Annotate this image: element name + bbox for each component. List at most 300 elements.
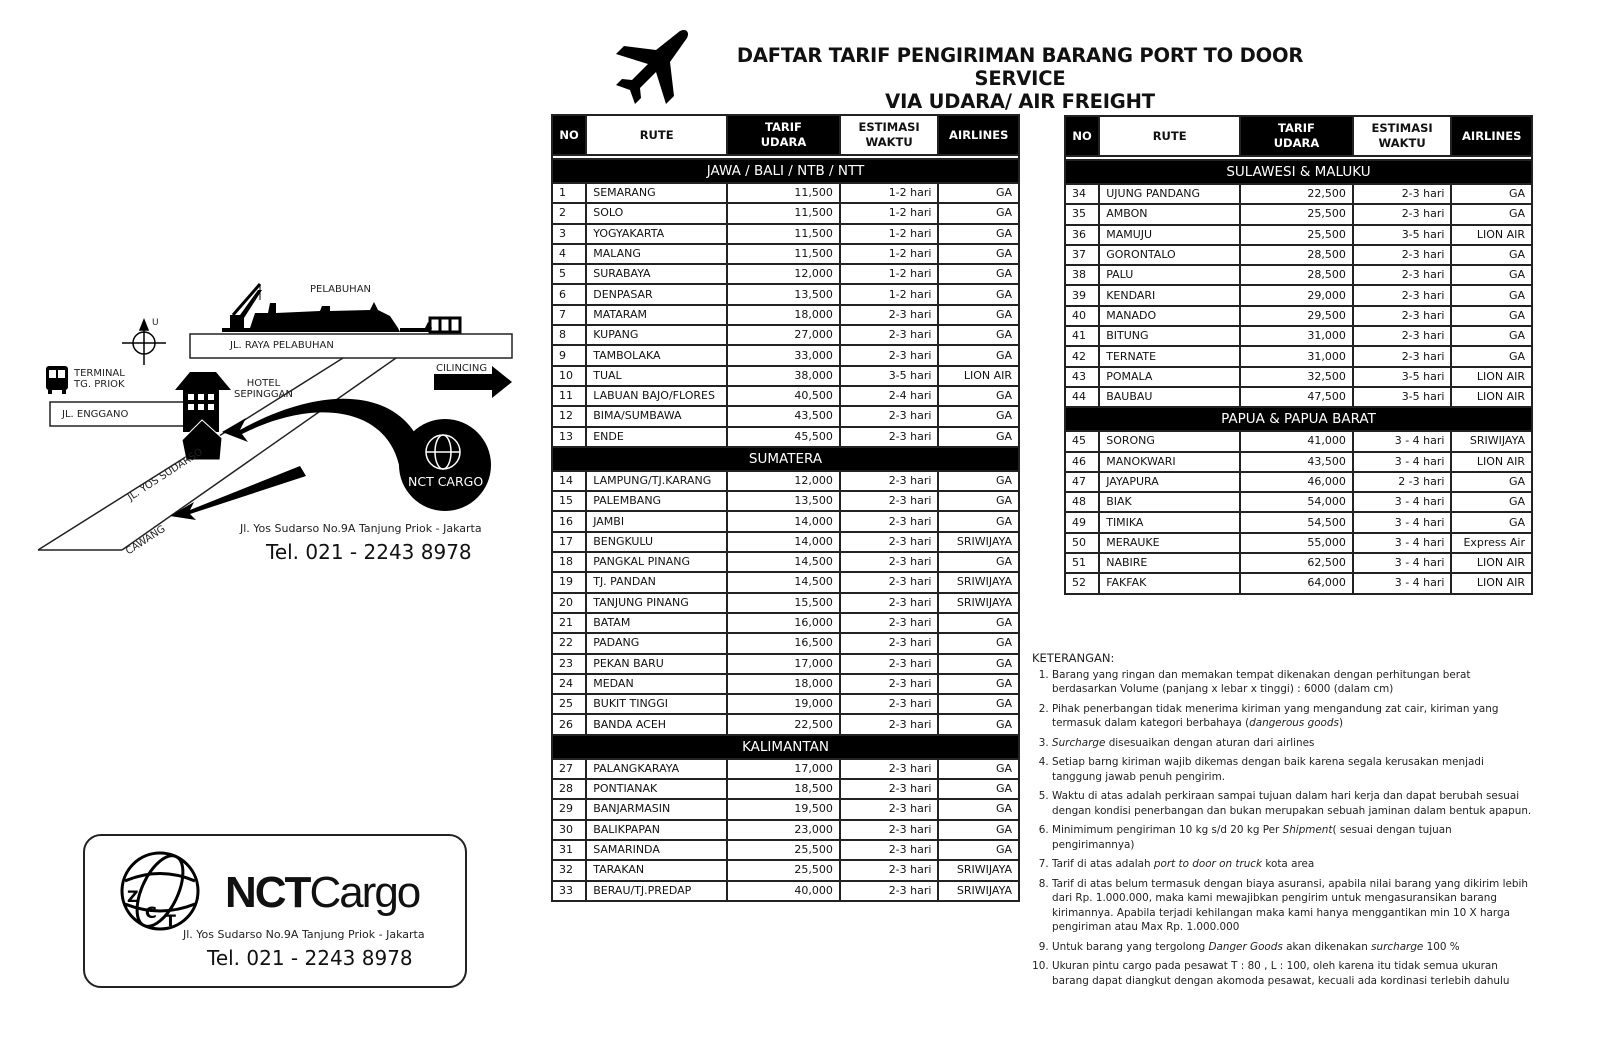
- cell-rute: PANGKAL PINANG: [586, 552, 727, 572]
- cell-no: 9: [552, 345, 586, 365]
- table-row: [552, 840, 1019, 860]
- cell-estimasi: 3-5 hari: [1353, 367, 1452, 387]
- col-header-estimasi: ESTIMASI WAKTU: [840, 115, 939, 155]
- cell-tarif: 54,000: [1240, 492, 1353, 512]
- table-row: [552, 284, 1019, 304]
- note-item: 8. Tarif di atas belum termasuk dengan biaya asuransi, apabila nilai barang yang dikirim lebih dari Rp. 1.000.000, maka kami mewajibkan pengirim untuk mengasuransikan barang kirimannya. Apabila terjadi kehilangan maka kami hanya menggantikan min 10 X harga pengiriman atau Max Rp. 1.000.000: [1052, 877, 1537, 935]
- brand-name: NCTCargo: [225, 868, 420, 917]
- cell-airlines: GA: [938, 406, 1019, 426]
- table-row: [552, 345, 1019, 365]
- cell-airlines: GA: [1451, 204, 1532, 224]
- cell-tarif: 18,000: [727, 674, 840, 694]
- card-phone: Tel. 021 - 2243 8978: [207, 946, 413, 970]
- rate-table-right: [1064, 115, 1533, 595]
- cell-no: 22: [552, 633, 586, 653]
- cell-tarif: 17,000: [727, 654, 840, 674]
- table-row: [1065, 472, 1532, 492]
- cell-rute: MATARAM: [586, 305, 727, 325]
- table-row: [552, 779, 1019, 799]
- cell-estimasi: 2-3 hari: [840, 305, 939, 325]
- globe-logo-icon: [115, 846, 205, 936]
- cell-rute: SOLO: [586, 203, 727, 223]
- cell-tarif: 54,500: [1240, 512, 1353, 532]
- cell-tarif: 41,000: [1240, 431, 1353, 451]
- table-row: [552, 224, 1019, 244]
- page-header: [610, 28, 1350, 113]
- cell-no: 10: [552, 366, 586, 386]
- cell-estimasi: 2-3 hari: [840, 427, 939, 447]
- cell-estimasi: 2-3 hari: [1353, 326, 1452, 346]
- section-header: SULAWESI & MALUKU: [1065, 160, 1532, 184]
- cell-estimasi: 2-3 hari: [840, 552, 939, 572]
- table-row: [1065, 387, 1532, 407]
- cell-tarif: 25,500: [727, 840, 840, 860]
- card-address: Jl. Yos Sudarso No.9A Tanjung Priok - Jakarta: [183, 928, 425, 941]
- cell-airlines: GA: [1451, 492, 1532, 512]
- cell-no: 11: [552, 386, 586, 406]
- cell-rute: TERNATE: [1099, 346, 1240, 366]
- svg-text:C: C: [145, 903, 157, 922]
- cell-airlines: GA: [938, 244, 1019, 264]
- table-row: [552, 593, 1019, 613]
- cell-no: 46: [1065, 452, 1099, 472]
- cell-airlines: GA: [1451, 326, 1532, 346]
- cell-estimasi: 3 - 4 hari: [1353, 533, 1452, 553]
- map-phone: Tel. 021 - 2243 8978: [266, 540, 472, 564]
- cell-rute: LABUAN BAJO/FLORES: [586, 386, 727, 406]
- cell-estimasi: 3 - 4 hari: [1353, 553, 1452, 573]
- cell-airlines: SRIWIJAYA: [938, 593, 1019, 613]
- cell-tarif: 62,500: [1240, 553, 1353, 573]
- cell-rute: KUPANG: [586, 325, 727, 345]
- table-row: [1065, 573, 1532, 593]
- cell-airlines: GA: [938, 386, 1019, 406]
- table-row: [552, 714, 1019, 734]
- cell-estimasi: 2-3 hari: [1353, 184, 1452, 204]
- cell-tarif: 22,500: [1240, 184, 1353, 204]
- col-header-estimasi: ESTIMASI WAKTU: [1353, 116, 1452, 156]
- cell-no: 12: [552, 406, 586, 426]
- cell-tarif: 28,500: [1240, 245, 1353, 265]
- note-item: 7. Tarif di atas adalah port to door on truck kota area: [1052, 857, 1537, 872]
- cell-tarif: 27,000: [727, 325, 840, 345]
- cell-no: 27: [552, 759, 586, 779]
- cell-estimasi: 3-5 hari: [1353, 225, 1452, 245]
- section-header: KALIMANTAN: [552, 735, 1019, 759]
- cell-tarif: 22,500: [727, 714, 840, 734]
- note-item: 9. Untuk barang yang tergolong Danger Goods akan dikenakan surcharge 100 %: [1052, 940, 1537, 955]
- cell-no: 30: [552, 820, 586, 840]
- table-row: [552, 427, 1019, 447]
- table-row: [552, 613, 1019, 633]
- note-item: 1. Barang yang ringan dan memakan tempat dikenakan dengan perhitungan berat berdasarkan Volume (panjang x lebar x tinggi) : 6000 (dalam cm): [1052, 668, 1537, 697]
- cell-no: 43: [1065, 367, 1099, 387]
- cell-rute: DENPASAR: [586, 284, 727, 304]
- table-row: [552, 491, 1019, 511]
- cell-airlines: SRIWIJAYA: [938, 881, 1019, 901]
- cell-rute: JAMBI: [586, 511, 727, 531]
- cell-rute: SURABAYA: [586, 264, 727, 284]
- col-header-no: NO: [1065, 116, 1099, 156]
- cell-rute: TUAL: [586, 366, 727, 386]
- cell-estimasi: 2-3 hari: [840, 613, 939, 633]
- table-row: [552, 572, 1019, 592]
- cell-rute: NABIRE: [1099, 553, 1240, 573]
- cell-no: 19: [552, 572, 586, 592]
- cell-no: 21: [552, 613, 586, 633]
- cell-no: 7: [552, 305, 586, 325]
- cell-rute: KENDARI: [1099, 285, 1240, 305]
- cell-airlines: LION AIR: [938, 366, 1019, 386]
- cell-rute: BENGKULU: [586, 532, 727, 552]
- note-item: 2. Pihak penerbangan tidak menerima kiriman yang mengandung zat cair, kiriman yang termasuk dalam kategori berbahaya (dangerous goods): [1052, 702, 1537, 731]
- cell-tarif: 46,000: [1240, 472, 1353, 492]
- cell-no: 6: [552, 284, 586, 304]
- cell-estimasi: 2-3 hari: [840, 779, 939, 799]
- cell-estimasi: 2-3 hari: [840, 714, 939, 734]
- cell-airlines: GA: [938, 714, 1019, 734]
- cell-tarif: 31,000: [1240, 326, 1353, 346]
- cell-tarif: 16,000: [727, 613, 840, 633]
- cell-rute: LAMPUNG/TJ.KARANG: [586, 471, 727, 491]
- table-row: [552, 532, 1019, 552]
- cell-tarif: 25,500: [1240, 225, 1353, 245]
- cell-estimasi: 1-2 hari: [840, 244, 939, 264]
- cell-tarif: 55,000: [1240, 533, 1353, 553]
- label-jl-yos-sudarso: JL. YOS SUDARSO: [126, 446, 205, 504]
- label-cawang: CAWANG: [124, 523, 168, 558]
- col-header-airlines: AIRLINES: [1451, 116, 1532, 156]
- nct-badge: [399, 419, 491, 511]
- cell-rute: POMALA: [1099, 367, 1240, 387]
- cell-rute: BAUBAU: [1099, 387, 1240, 407]
- table-row: [552, 406, 1019, 426]
- cell-airlines: GA: [938, 284, 1019, 304]
- cell-tarif: 29,000: [1240, 285, 1353, 305]
- cell-tarif: 31,000: [1240, 346, 1353, 366]
- cell-estimasi: 2-3 hari: [840, 674, 939, 694]
- table-row: [552, 674, 1019, 694]
- notes-list: [1032, 668, 1537, 989]
- cell-no: 39: [1065, 285, 1099, 305]
- cell-rute: BIMA/SUMBAWA: [586, 406, 727, 426]
- label-jl-enggano: JL. ENGGANO: [62, 409, 129, 420]
- cell-estimasi: 1-2 hari: [840, 183, 939, 203]
- cawang-arrow-icon: [170, 466, 306, 520]
- table-row: [1065, 306, 1532, 326]
- cell-airlines: GA: [938, 183, 1019, 203]
- table-row: [1065, 204, 1532, 224]
- note-item: 6. Minimimum pengiriman 10 kg s/d 20 kg Per Shipment( sesuai dengan tujuan pengirimannya): [1052, 823, 1537, 852]
- cell-estimasi: 2-3 hari: [1353, 346, 1452, 366]
- cell-estimasi: 2-3 hari: [840, 840, 939, 860]
- cell-tarif: 19,000: [727, 694, 840, 714]
- cell-estimasi: 2-3 hari: [1353, 285, 1452, 305]
- cell-estimasi: 2-3 hari: [1353, 306, 1452, 326]
- notes-heading: KETERANGAN:: [1032, 651, 1115, 665]
- cell-no: 41: [1065, 326, 1099, 346]
- cell-estimasi: 3 - 4 hari: [1353, 452, 1452, 472]
- cell-airlines: GA: [938, 674, 1019, 694]
- col-header-tarif: TARIF UDARA: [727, 115, 840, 155]
- map-address: Jl. Yos Sudarso No.9A Tanjung Priok - Jakarta: [240, 522, 482, 535]
- cell-estimasi: 3-5 hari: [1353, 387, 1452, 407]
- cell-estimasi: 3 - 4 hari: [1353, 492, 1452, 512]
- table-row: [1065, 265, 1532, 285]
- cell-rute: JAYAPURA: [1099, 472, 1240, 492]
- table-row: [1065, 326, 1532, 346]
- table-row: [552, 366, 1019, 386]
- cell-airlines: LION AIR: [1451, 367, 1532, 387]
- cell-tarif: 13,500: [727, 491, 840, 511]
- cell-airlines: GA: [938, 345, 1019, 365]
- table-row: [1065, 512, 1532, 532]
- cell-tarif: 29,500: [1240, 306, 1353, 326]
- note-item: 5. Waktu di atas adalah perkiraan sampai tujuan dalam hari kerja dan dapat berubah sesuai dengan kondisi penerbangan dan bukan merupakan sebuah jaminan dalam bentuk apapun.: [1052, 789, 1537, 818]
- cell-airlines: LION AIR: [1451, 553, 1532, 573]
- table-row: [1065, 367, 1532, 387]
- label-terminal: TERMINAL TG. PRIOK: [74, 368, 125, 390]
- cell-airlines: GA: [938, 840, 1019, 860]
- cell-estimasi: 3 - 4 hari: [1353, 431, 1452, 451]
- cell-rute: TANJUNG PINANG: [586, 593, 727, 613]
- cell-airlines: GA: [1451, 184, 1532, 204]
- table-row: [552, 759, 1019, 779]
- cell-tarif: 23,000: [727, 820, 840, 840]
- cell-airlines: GA: [938, 654, 1019, 674]
- table-row: [552, 305, 1019, 325]
- cell-no: 16: [552, 511, 586, 531]
- compass-label: U: [152, 318, 159, 328]
- cell-airlines: GA: [1451, 265, 1532, 285]
- cell-airlines: LION AIR: [1451, 573, 1532, 593]
- title-line-2: VIA UDARA/ AIR FREIGHT: [885, 90, 1155, 113]
- cell-no: 42: [1065, 346, 1099, 366]
- cell-estimasi: 1-2 hari: [840, 203, 939, 223]
- cell-tarif: 43,500: [727, 406, 840, 426]
- cell-rute: MEDAN: [586, 674, 727, 694]
- cell-airlines: GA: [1451, 346, 1532, 366]
- cell-rute: UJUNG PANDANG: [1099, 184, 1240, 204]
- cell-airlines: GA: [1451, 245, 1532, 265]
- table-row: [552, 860, 1019, 880]
- cell-no: 35: [1065, 204, 1099, 224]
- col-header-rute: RUTE: [586, 115, 727, 155]
- cell-tarif: 45,500: [727, 427, 840, 447]
- badge-label: NCT CARGO: [408, 474, 484, 489]
- cell-airlines: GA: [938, 779, 1019, 799]
- cell-rute: MAMUJU: [1099, 225, 1240, 245]
- cell-estimasi: 2-3 hari: [840, 860, 939, 880]
- cell-estimasi: 2-3 hari: [1353, 245, 1452, 265]
- cell-estimasi: 2 -3 hari: [1353, 472, 1452, 492]
- table-row: [552, 325, 1019, 345]
- cell-tarif: 47,500: [1240, 387, 1353, 407]
- cell-rute: ENDE: [586, 427, 727, 447]
- cell-estimasi: 3 - 4 hari: [1353, 512, 1452, 532]
- cell-tarif: 40,500: [727, 386, 840, 406]
- table-row: [1065, 225, 1532, 245]
- cell-estimasi: 1-2 hari: [840, 264, 939, 284]
- cell-rute: AMBON: [1099, 204, 1240, 224]
- cell-no: 33: [552, 881, 586, 901]
- cell-tarif: 14,500: [727, 572, 840, 592]
- cell-airlines: GA: [938, 633, 1019, 653]
- cell-airlines: SRIWIJAYA: [938, 572, 1019, 592]
- cell-rute: MERAUKE: [1099, 533, 1240, 553]
- cell-no: 13: [552, 427, 586, 447]
- cell-no: 48: [1065, 492, 1099, 512]
- cell-no: 44: [1065, 387, 1099, 407]
- cell-estimasi: 2-3 hari: [840, 593, 939, 613]
- page-title: [695, 44, 1345, 113]
- cell-no: 17: [552, 532, 586, 552]
- section-header: JAWA / BALI / NTB / NTT: [552, 159, 1019, 183]
- cell-rute: PALU: [1099, 265, 1240, 285]
- cell-tarif: 11,500: [727, 183, 840, 203]
- cell-estimasi: 2-3 hari: [840, 491, 939, 511]
- cell-tarif: 28,500: [1240, 265, 1353, 285]
- cell-no: 15: [552, 491, 586, 511]
- cell-estimasi: 2-3 hari: [840, 694, 939, 714]
- cell-rute: MANOKWARI: [1099, 452, 1240, 472]
- table-row: [552, 654, 1019, 674]
- cell-no: 5: [552, 264, 586, 284]
- col-header-airlines: AIRLINES: [938, 115, 1019, 155]
- cell-airlines: GA: [938, 203, 1019, 223]
- cell-estimasi: 3-5 hari: [840, 366, 939, 386]
- section-header: SUMATERA: [552, 447, 1019, 471]
- svg-text:T: T: [165, 911, 176, 930]
- compass-icon: [122, 320, 166, 365]
- cell-estimasi: 2-3 hari: [1353, 265, 1452, 285]
- table-row: [552, 820, 1019, 840]
- cell-tarif: 11,500: [727, 244, 840, 264]
- cell-no: 40: [1065, 306, 1099, 326]
- svg-text:Z: Z: [127, 887, 139, 906]
- cell-airlines: GA: [1451, 306, 1532, 326]
- table-row: [1065, 553, 1532, 573]
- cell-no: 14: [552, 471, 586, 491]
- cell-tarif: 11,500: [727, 203, 840, 223]
- table-row: [552, 799, 1019, 819]
- cell-tarif: 32,500: [1240, 367, 1353, 387]
- col-header-no: NO: [552, 115, 586, 155]
- airplane-icon: [610, 28, 690, 108]
- cell-estimasi: 2-3 hari: [840, 820, 939, 840]
- cell-rute: BUKIT TINGGI: [586, 694, 727, 714]
- cell-no: 18: [552, 552, 586, 572]
- table-header-row: [1065, 116, 1532, 156]
- cell-no: 51: [1065, 553, 1099, 573]
- table-row: [552, 386, 1019, 406]
- cell-tarif: 25,500: [727, 860, 840, 880]
- title-line-1: DAFTAR TARIF PENGIRIMAN BARANG PORT TO DOOR SERVICE: [736, 44, 1304, 90]
- cell-rute: PEKAN BARU: [586, 654, 727, 674]
- cell-estimasi: 2-4 hari: [840, 386, 939, 406]
- table-row: [552, 694, 1019, 714]
- cell-estimasi: 3 - 4 hari: [1353, 573, 1452, 593]
- cell-rute: BATAM: [586, 613, 727, 633]
- cell-no: 24: [552, 674, 586, 694]
- cell-estimasi: 2-3 hari: [840, 633, 939, 653]
- cell-estimasi: 2-3 hari: [840, 511, 939, 531]
- table-row: [552, 264, 1019, 284]
- cell-airlines: GA: [938, 552, 1019, 572]
- cell-tarif: 15,500: [727, 593, 840, 613]
- cell-rute: PONTIANAK: [586, 779, 727, 799]
- cell-tarif: 12,000: [727, 264, 840, 284]
- col-header-rute: RUTE: [1099, 116, 1240, 156]
- cell-airlines: GA: [938, 224, 1019, 244]
- cell-tarif: 19,500: [727, 799, 840, 819]
- cell-no: 52: [1065, 573, 1099, 593]
- cell-airlines: LION AIR: [1451, 387, 1532, 407]
- cell-no: 8: [552, 325, 586, 345]
- cell-rute: FAKFAK: [1099, 573, 1240, 593]
- table-row: [1065, 285, 1532, 305]
- cell-rute: TIMIKA: [1099, 512, 1240, 532]
- cell-tarif: 25,500: [1240, 204, 1353, 224]
- cell-tarif: 14,000: [727, 511, 840, 531]
- cell-airlines: GA: [938, 759, 1019, 779]
- cell-no: 26: [552, 714, 586, 734]
- cell-airlines: GA: [1451, 512, 1532, 532]
- table-row: [552, 203, 1019, 223]
- cell-rute: MALANG: [586, 244, 727, 264]
- cell-no: 3: [552, 224, 586, 244]
- cell-no: 28: [552, 779, 586, 799]
- cell-estimasi: 2-3 hari: [840, 471, 939, 491]
- cell-airlines: GA: [938, 471, 1019, 491]
- cell-airlines: GA: [938, 613, 1019, 633]
- cell-no: 25: [552, 694, 586, 714]
- cell-airlines: GA: [938, 427, 1019, 447]
- cell-rute: SORONG: [1099, 431, 1240, 451]
- cell-estimasi: 1-2 hari: [840, 224, 939, 244]
- table-row: [1065, 346, 1532, 366]
- table-row: [552, 511, 1019, 531]
- col-header-tarif: TARIF UDARA: [1240, 116, 1353, 156]
- cell-tarif: 14,500: [727, 552, 840, 572]
- cell-rute: SAMARINDA: [586, 840, 727, 860]
- cell-rute: PALEMBANG: [586, 491, 727, 511]
- table-row: [552, 183, 1019, 203]
- cell-rute: GORONTALO: [1099, 245, 1240, 265]
- cell-rute: BITUNG: [1099, 326, 1240, 346]
- cell-rute: BERAU/TJ.PREDAP: [586, 881, 727, 901]
- cell-no: 4: [552, 244, 586, 264]
- cell-rute: TAMBOLAKA: [586, 345, 727, 365]
- note-item: 10. Ukuran pintu cargo pada pesawat T : 80 , L : 100, oleh karena itu tidak semua ukuran barang dapat diangkut dengan akomoda pesawat, kecuali ada kordinasi terlebih dahulu: [1052, 959, 1537, 988]
- cell-rute: SEMARANG: [586, 183, 727, 203]
- cell-rute: BANDA ACEH: [586, 714, 727, 734]
- section-header: PAPUA & PAPUA BARAT: [1065, 407, 1532, 431]
- cell-no: 1: [552, 183, 586, 203]
- label-pelabuhan: PELABUHAN: [310, 284, 372, 295]
- note-item: 4. Setiap barng kiriman wajib dikemas dengan baik karena segala kerusakan menjadi tanggung jawab penuh pengirim.: [1052, 755, 1537, 784]
- location-map: [30, 270, 530, 580]
- cell-no: 23: [552, 654, 586, 674]
- cell-no: 45: [1065, 431, 1099, 451]
- cell-no: 49: [1065, 512, 1099, 532]
- cell-airlines: GA: [1451, 285, 1532, 305]
- table-row: [1065, 431, 1532, 451]
- cell-estimasi: 2-3 hari: [840, 799, 939, 819]
- cell-airlines: GA: [938, 820, 1019, 840]
- cell-airlines: SRIWIJAYA: [1451, 431, 1532, 451]
- cell-no: 20: [552, 593, 586, 613]
